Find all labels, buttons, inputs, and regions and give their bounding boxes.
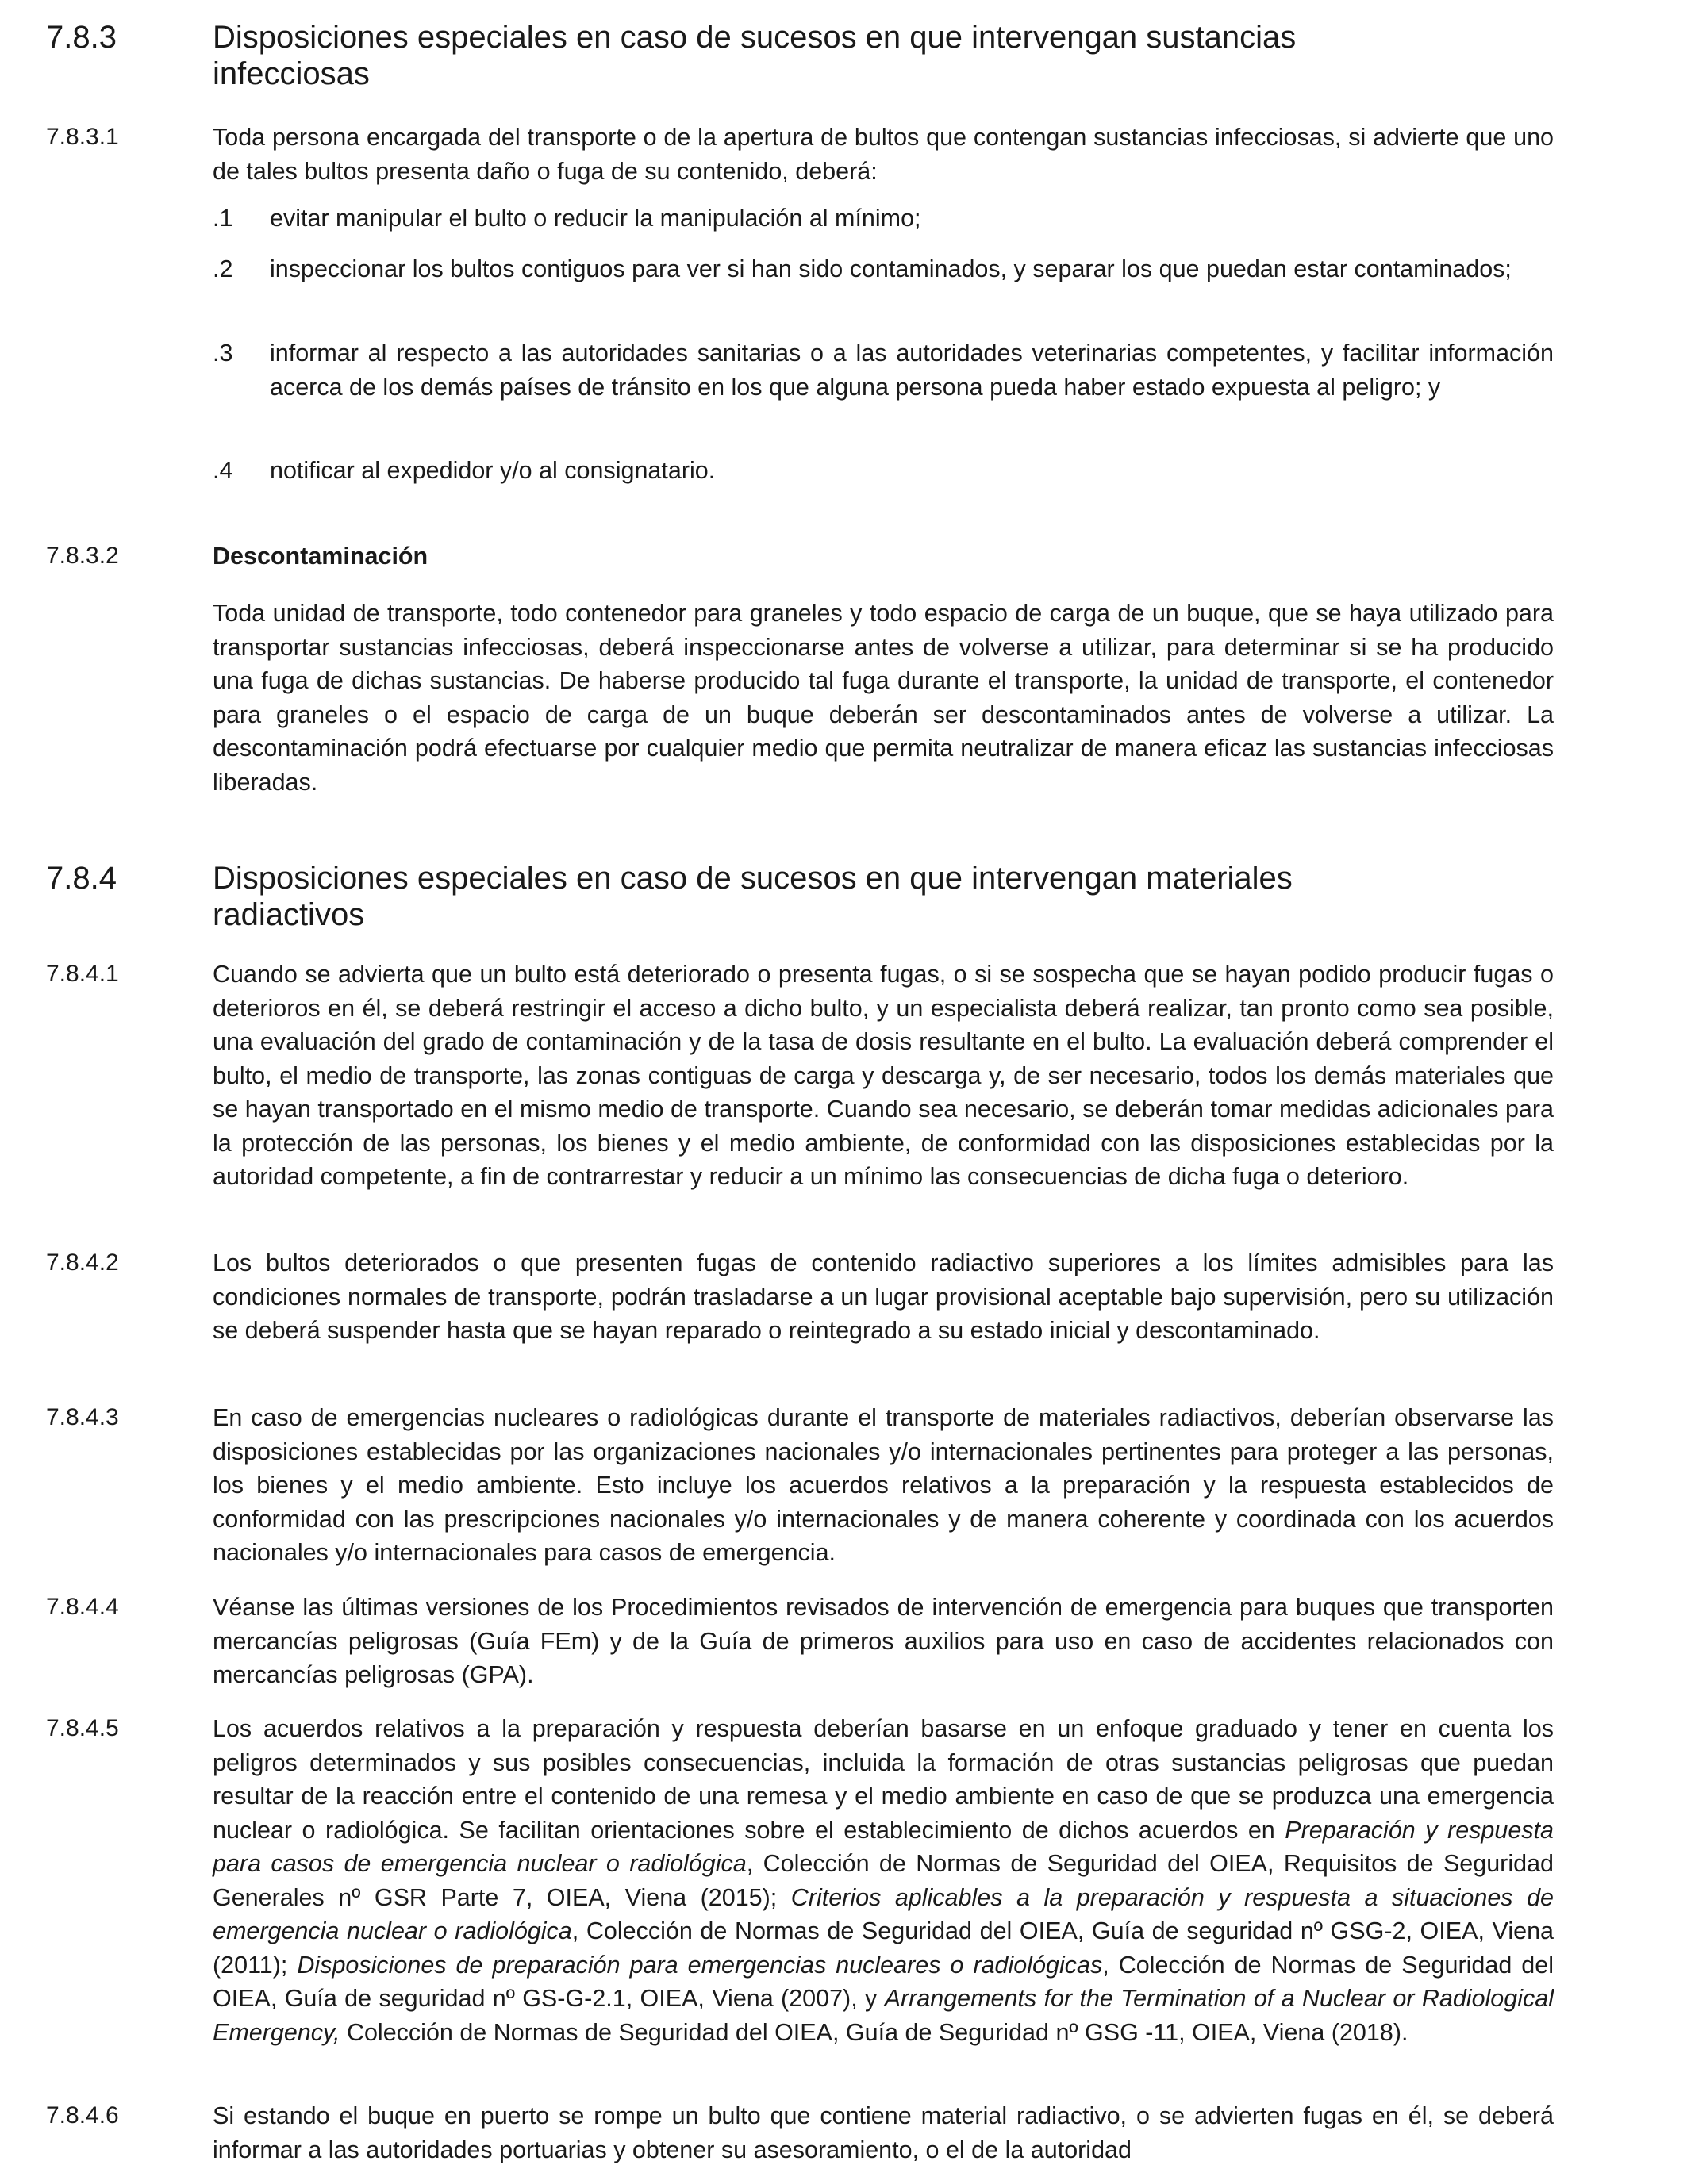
- text-run: , Colección de Normas de Seguridad del OIEA, Guía de seguridad nº GSG-2, OIEA, Viena (2011);: [213, 1917, 1554, 1979]
- paragraph-number: 7.8.4.5: [46, 1715, 119, 1741]
- list-item-number: .2: [213, 255, 233, 282]
- text-run: , Colección de Normas de Seguridad del OIEA, Requisitos de Seguridad Generales nº GSR Parte 7, OIEA, Viena (2015);: [213, 1850, 1554, 1911]
- section-number: 7.8.3: [46, 20, 117, 55]
- citation-title: Arrangements for the Termination of a Nuclear or Radiological Emergency,: [213, 1985, 1554, 2046]
- citation-title: Preparación y respuesta para casos de emergencia nuclear o radiológica: [213, 1816, 1554, 1877]
- paragraph-text: En caso de emergencias nucleares o radiológicas durante el transporte de materiales radiactivos, deberían observarse las disposiciones establecidas por las organizaciones nacionales y/o internacionales pertinentes para proteger a las personas, los bienes y el medio ambiente. Esto incluye los acuerdos relativos a la preparación y la respuesta establecidos de conformidad con las prescripciones nacionales y/o internacionales y de manera coherente y coordinada con los acuerdos nacionales y/o internacionales para casos de emergencia.: [213, 1404, 1554, 1566]
- section-number: 7.8.4: [46, 861, 117, 896]
- section-title: Disposiciones especiales en caso de sucesos en que intervengan materiales radiactivos: [213, 861, 1293, 932]
- paragraph-number: 7.8.4.6: [46, 2102, 119, 2128]
- paragraph-text: Cuando se advierta que un bulto está deteriorado o presenta fugas, o si se sospecha que se hayan podido producir fugas o deterioros en él, se deberá restringir el acceso a dicho bulto, y un especialista deberá realizar, tan pronto como sea posible, una evaluación del grado de contaminación y de la tasa de dosis resultante en el bulto. La evaluación deberá comprender el bulto, el medio de transporte, las zonas contiguas de carga y descarga y, de ser necesario, todos los demás materiales que se hayan transportado en el mismo medio de transporte. Cuando sea necesario, se deberán tomar medidas adicionales para la protección de las personas, los bienes y el medio ambiente, de conformidad con las disposiciones establecidas por la autoridad competente, a fin de contrarrestar y reducir a un mínimo las consecuencias de dicha fuga o deterioro.: [213, 961, 1554, 1190]
- list-item-text: notificar al expedidor y/o al consignatario.: [270, 457, 716, 484]
- text-run: Colección de Normas de Seguridad del OIEA, Guía de Seguridad nº GSG -11, OIEA, Viena (2018).: [340, 2018, 1408, 2046]
- paragraph-number: 7.8.3.2: [46, 543, 119, 569]
- list-item-number: .1: [213, 205, 233, 232]
- paragraph-number: 7.8.4.3: [46, 1404, 119, 1430]
- list-item-text: inspeccionar los bultos contiguos para ver si han sido contaminados, y separar los que puedan estar contaminados;: [270, 255, 1512, 282]
- paragraph-text: Si estando el buque en puerto se rompe un bulto que contiene material radiactivo, o se advierten fugas en él, se deberá informar a las autoridades portuarias y obtener su asesoramiento, o el de la autoridad: [213, 2102, 1554, 2163]
- paragraph-text: Toda persona encargada del transporte o de la apertura de bultos que contengan sustancias infecciosas, si advierte que uno de tales bultos presenta daño o fuga de su contenido, deberá:: [213, 124, 1554, 185]
- paragraph-number: 7.8.3.1: [46, 124, 119, 150]
- paragraph-text: Véanse las últimas versiones de los Procedimientos revisados de intervención de emergencia para buques que transporten mercancías peligrosas (Guía FEm) y de la Guía de primeros auxilios para uso en caso de accidentes relacionados con mercancías peligrosas (GPA).: [213, 1594, 1554, 1688]
- citation-title: Criterios aplicables a la preparación y respuesta a situaciones de emergencia nuclear o radiológica: [213, 1883, 1554, 1944]
- paragraph-number: 7.8.4.1: [46, 961, 119, 987]
- list-item-text: evitar manipular el bulto o reducir la manipulación al mínimo;: [270, 205, 921, 232]
- paragraph-text: [213, 1712, 1554, 2049]
- paragraph-text: Toda unidad de transporte, todo contenedor para graneles y todo espacio de carga de un buque, que se haya utilizado para transportar sustancias infecciosas, deberá inspeccionarse antes de volverse a utilizar, para determinar si se ha producido una fuga de dichas sustancias. De haberse producido tal fuga durante el transporte, la unidad de transporte, el contenedor para graneles o el espacio de carga de un buque deberán ser descontaminados antes de volverse a utilizar. La descontaminación podrá efectuarse por cualquier medio que permita neutralizar de manera eficaz las sustancias infecciosas liberadas.: [213, 600, 1554, 796]
- text-run: Los acuerdos relativos a la preparación y respuesta deberían basarse en un enfoque graduado y tener en cuenta los peligros determinados y sus posibles consecuencias, incluida la formación de otras sustancias peligrosas que puedan resultar de la reacción entre el contenido de una remesa y el medio ambiente en caso de que se produzca una emergencia nuclear o radiológica. Se facilitan orientaciones sobre el establecimiento de dichos acuerdos en: [213, 1715, 1554, 1844]
- list-item-number: .4: [213, 457, 233, 484]
- list-item-text: informar al respecto a las autoridades sanitarias o a las autoridades veterinarias competentes, y facilitar información acerca de los demás países de tránsito en los que alguna persona pueda haber estado expuesta al peligro; y: [270, 340, 1554, 401]
- paragraph-heading: Descontaminación: [213, 543, 428, 570]
- text-run: , Colección de Normas de Seguridad del OIEA, Guía de seguridad nº GS-G-2.1, OIEA, Viena (2007), y: [213, 1951, 1554, 2012]
- paragraph-number: 7.8.4.2: [46, 1249, 119, 1276]
- section-title: Disposiciones especiales en caso de sucesos en que intervengan sustancias infecciosas: [213, 20, 1297, 91]
- citation-title: Disposiciones de preparación para emergencias nucleares o radiológicas: [297, 1951, 1103, 1979]
- list-item-number: .3: [213, 340, 233, 367]
- paragraph-number: 7.8.4.4: [46, 1594, 119, 1620]
- paragraph-text: Los bultos deteriorados o que presenten fugas de contenido radiactivo superiores a los límites admisibles para las condiciones normales de transporte, podrán trasladarse a un lugar provisional aceptable bajo supervisión, pero su utilización se deberá suspender hasta que se hayan reparado o reintegrado a su estado inicial y descontaminado.: [213, 1249, 1554, 1344]
